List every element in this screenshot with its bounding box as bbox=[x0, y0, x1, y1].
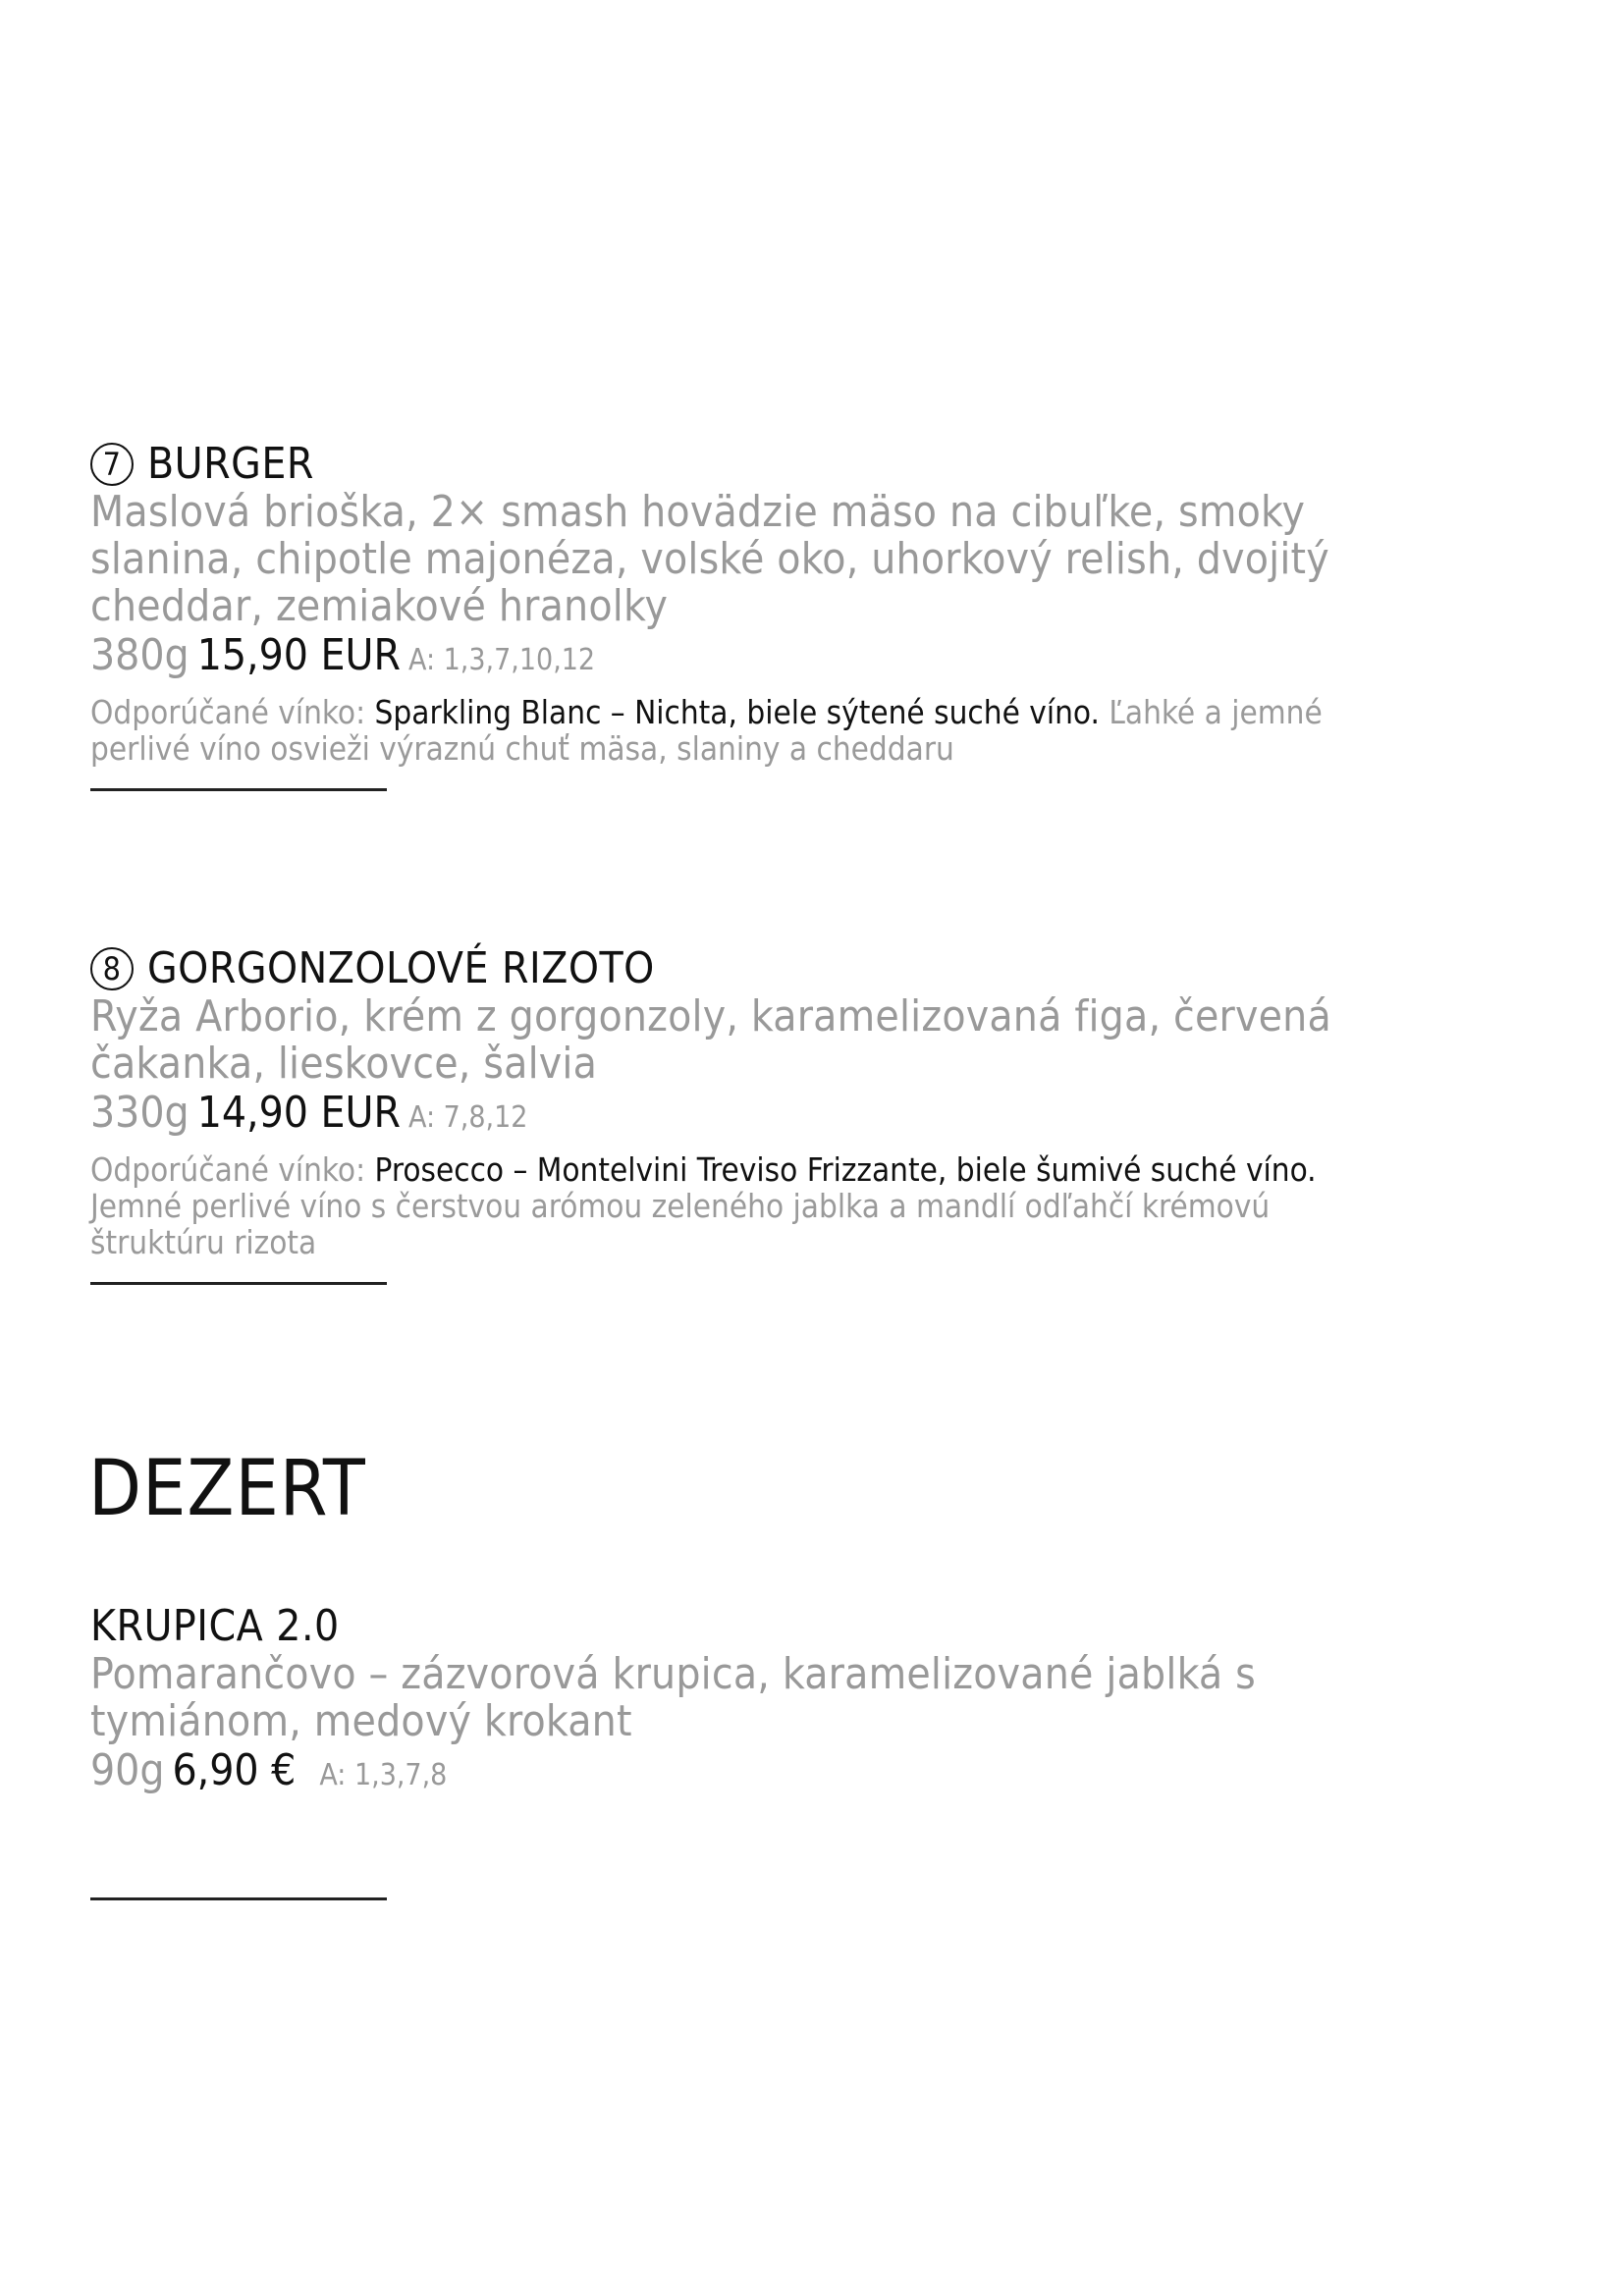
divider bbox=[90, 788, 387, 791]
item-title bbox=[90, 944, 1465, 993]
divider bbox=[90, 1282, 387, 1285]
item-name: BURGER bbox=[147, 439, 314, 489]
item-allergens: A: 7,8,12 bbox=[408, 1100, 528, 1135]
menu-item-burger bbox=[90, 440, 1465, 791]
item-allergens: A: 1,3,7,10,12 bbox=[408, 643, 596, 677]
item-price: 14,90 EUR bbox=[196, 1088, 402, 1138]
item-name: KRUPICA 2.0 bbox=[90, 1601, 340, 1651]
wine-recommendation bbox=[90, 694, 1386, 767]
menu-item-rizoto bbox=[90, 944, 1465, 1285]
wine-prefix: Odporúčané vínko: bbox=[90, 1150, 366, 1189]
item-price: 6,90 € bbox=[172, 1745, 297, 1795]
item-allergens: A: 1,3,7,8 bbox=[319, 1758, 448, 1792]
item-price: 15,90 EUR bbox=[196, 630, 402, 680]
divider bbox=[90, 1897, 387, 1900]
item-weight: 330g bbox=[90, 1088, 189, 1138]
item-description: Maslová brioška, 2× smash hovädzie mäso na cibuľke, smoky slanina, chipotle majonéza, volské oko, uhorkový relish, dvojitý cheddar, zemiakové hranolky bbox=[90, 487, 1329, 631]
item-description: Ryža Arborio, krém z gorgonzoly, karamelizovaná figa, červená čakanka, lieskovce, šalvia bbox=[90, 991, 1331, 1089]
item-price-line bbox=[90, 1745, 1465, 1801]
section-heading-dessert: DEZERT bbox=[88, 1445, 366, 1533]
item-name: GORGONZOLOVÉ RIZOTO bbox=[147, 943, 655, 993]
wine-recommendation bbox=[90, 1151, 1327, 1260]
wine-name: Sparkling Blanc – Nichta, biele sýtené suché víno. bbox=[374, 693, 1100, 731]
item-number-badge: 7 bbox=[90, 443, 134, 486]
item-price-line bbox=[90, 630, 1465, 686]
wine-name: Prosecco – Montelvini Treviso Frizzante, biele šumivé suché víno. bbox=[374, 1150, 1317, 1189]
item-weight: 90g bbox=[90, 1745, 165, 1795]
item-weight: 380g bbox=[90, 630, 189, 680]
wine-prefix: Odporúčané vínko: bbox=[90, 693, 366, 731]
menu-item-krupica bbox=[90, 1602, 1465, 1900]
wine-note: Ľahké a jemné perlivé víno osvieži výraznú chuť mäsa, slaniny a cheddaru bbox=[90, 693, 1323, 768]
wine-note: Jemné perlivé víno s čerstvou arómou zeleného jablka a mandlí odľahčí krémovú štruktúru rizota bbox=[90, 1187, 1271, 1261]
item-title bbox=[90, 440, 1465, 489]
item-number-badge: 8 bbox=[90, 947, 134, 990]
item-description: Pomarančovo – zázvorová krupica, karamelizované jablká s tymiánom, medový krokant bbox=[90, 1649, 1256, 1746]
item-price-line bbox=[90, 1088, 1465, 1144]
